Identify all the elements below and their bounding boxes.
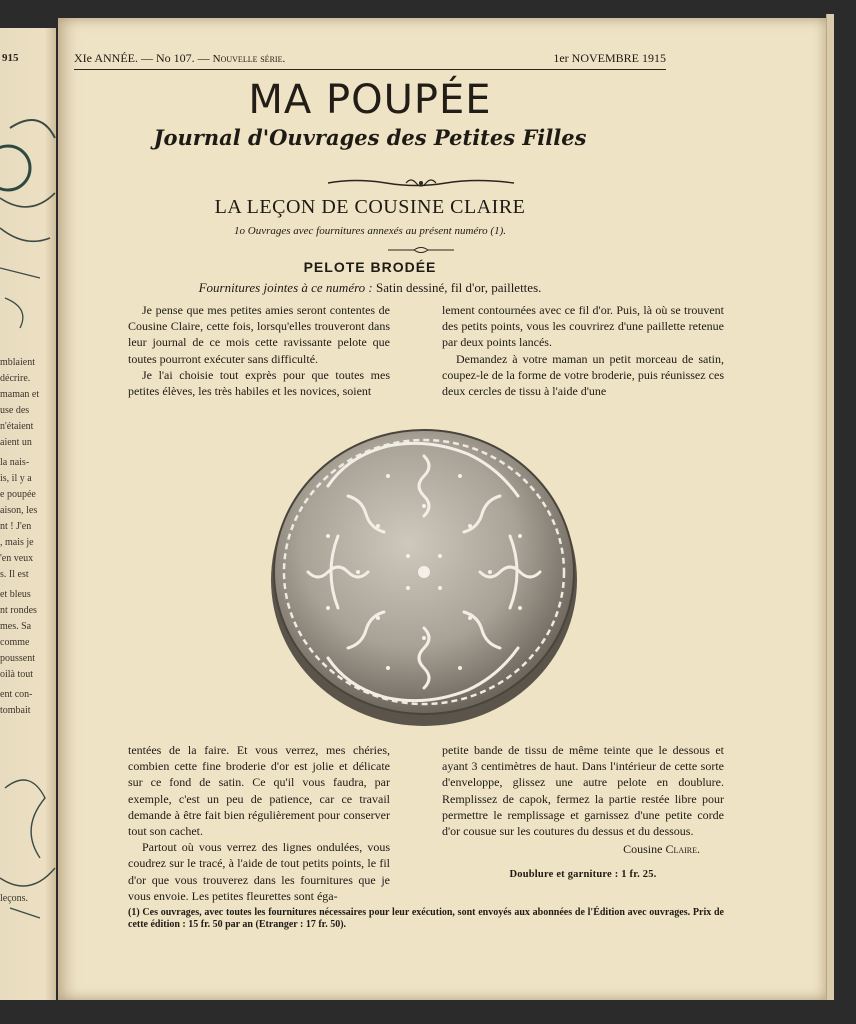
- previous-page-fragment: use des: [0, 405, 30, 416]
- issue-info: [74, 51, 285, 66]
- issue-date: 1er NOVEMBRE 1915: [553, 51, 666, 65]
- previous-page-fragment: la nais-: [0, 457, 30, 468]
- small-ornament-icon: [386, 246, 456, 254]
- journal-subtitle: Journal d'Ouvrages des Petites Filles: [153, 125, 587, 150]
- supplies-label: Fournitures jointes à ce numéro :: [198, 280, 373, 295]
- previous-page-illustration-top: [0, 98, 56, 348]
- article-column-right-top: [442, 302, 724, 399]
- paragraph: tentées de la faire. Et vous verrez, mes chéries, combien cette fine broderie d'or est jolie et délicate sur ce fond de satin. Ce qu'il vous faudra, par exemple, c'est un peu de patience, car ce travail demande à être fait bien régulièrement pour conserver tout son cachet.: [128, 743, 390, 839]
- series-label: Nouvelle série.: [212, 53, 286, 65]
- embroidered-pincushion-illustration: [268, 416, 580, 728]
- lesson-title: LA LEÇON DE COUSINE CLAIRE: [214, 196, 526, 218]
- previous-page-fragment: leçons.: [0, 893, 29, 904]
- previous-page-fragment: , mais je: [0, 537, 34, 548]
- article-column-right-bottom: [442, 742, 724, 884]
- ornament-divider-icon: [326, 176, 516, 190]
- previous-page-fragment: 'en veux: [0, 553, 34, 564]
- issue-header: [74, 48, 666, 70]
- paragraph: petite bande de tissu de même teinte que le dessous et ayant 3 centimètres de haut. Dans l'intérieur de cette sorte d'enveloppe, glissez une autre pelote en doublure. Remplissez de capok, fermez la partie restée libre pour permettre le remplissage et garnissez d'une petite corde d'or cousue sur les coutures du dessus et du dessous.: [442, 743, 724, 839]
- supplies-line: [74, 280, 666, 296]
- article-column-left-top: [128, 302, 390, 399]
- previous-page-fragment: s. Il est: [0, 569, 29, 580]
- previous-page-number: 915: [2, 52, 19, 64]
- previous-page-fragment: is, il y a: [0, 473, 32, 484]
- lesson-subtitle: 1o Ouvrages avec fournitures annexés au présent numéro (1).: [234, 225, 506, 237]
- journal-title: MA POUPÉE: [248, 77, 492, 123]
- previous-page-fragment: nt rondes: [0, 605, 37, 616]
- previous-page-fragment: tombait: [0, 705, 31, 716]
- section-title: PELOTE BRODÉE: [303, 259, 437, 275]
- previous-page-fragment: aient un: [0, 437, 32, 448]
- previous-page-fragment: comme: [0, 637, 30, 648]
- paragraph: Partout où vous verrez des lignes ondulées, vous coudrez sur le tracé, à l'aide de tout petits points, le fil d'or que vous trouverez dans les fournitures que je vous envoie. Les petites fleurettes sont éga-: [128, 840, 390, 903]
- supplies-value: Satin dessiné, fil d'or, paillettes.: [376, 280, 542, 295]
- previous-page-fragment: mes. Sa: [0, 621, 32, 632]
- previous-page-fragment: mblaient: [0, 357, 35, 368]
- previous-page-fragment: n'étaient: [0, 421, 34, 432]
- masthead: [74, 78, 666, 152]
- page-edge: [826, 14, 834, 1000]
- article-column-left-bottom: [128, 742, 390, 904]
- previous-page-fragment: nt ! J'en: [0, 521, 32, 532]
- author-signature: [442, 841, 724, 857]
- previous-page-fragment: et bleus: [0, 589, 31, 600]
- paragraph: Demandez à votre maman un petit morceau de satin, coupez-le de la forme de votre broderie, puis réunissez ces deux cercles de tissu à l'aide d'une: [442, 351, 724, 399]
- footnote: (1) Ces ouvrages, avec toutes les fournitures nécessaires pour leur exécution, sont envoyés aux abonnées de l'Édition avec ouvrages. Prix de cette édition : 15 fr. 50 par an (Etranger : 17 fr. 50).: [128, 907, 724, 930]
- paragraph: Je l'ai choisie tout exprès pour que toutes mes petites élèves, les très habiles et les novices, soient: [128, 367, 390, 399]
- price-note: Doublure et garniture : 1 fr. 25.: [509, 869, 657, 881]
- previous-page-fragment: décrire.: [0, 373, 31, 384]
- paragraph: lement contournées avec ce fil d'or. Puis, là où se trouvent des petits points, vous les couvrirez d'une paillette retenue par deux points lancés.: [442, 303, 724, 350]
- signature-prefix: Cousine: [623, 842, 663, 857]
- previous-page-fragment: aison, les: [0, 505, 38, 516]
- signature-name: Claire.: [665, 842, 700, 857]
- previous-page-fragment: oilà tout: [0, 669, 34, 680]
- issue-number: XIe ANNÉE. — No 107. —: [74, 51, 210, 65]
- previous-page-edge: [0, 28, 56, 1000]
- previous-page-fragment: poussent: [0, 653, 35, 664]
- previous-page-fragment: e poupée: [0, 489, 36, 500]
- paragraph: Je pense que mes petites amies seront contentes de Cousine Claire, cette fois, lorsqu'elles trouveront dans leur journal de ce mois cette ravissante pelote que toutes pourront exécuter sans difficulté.: [128, 303, 390, 366]
- previous-page-fragment: ent con-: [0, 689, 33, 700]
- previous-page-fragment: maman et: [0, 389, 40, 400]
